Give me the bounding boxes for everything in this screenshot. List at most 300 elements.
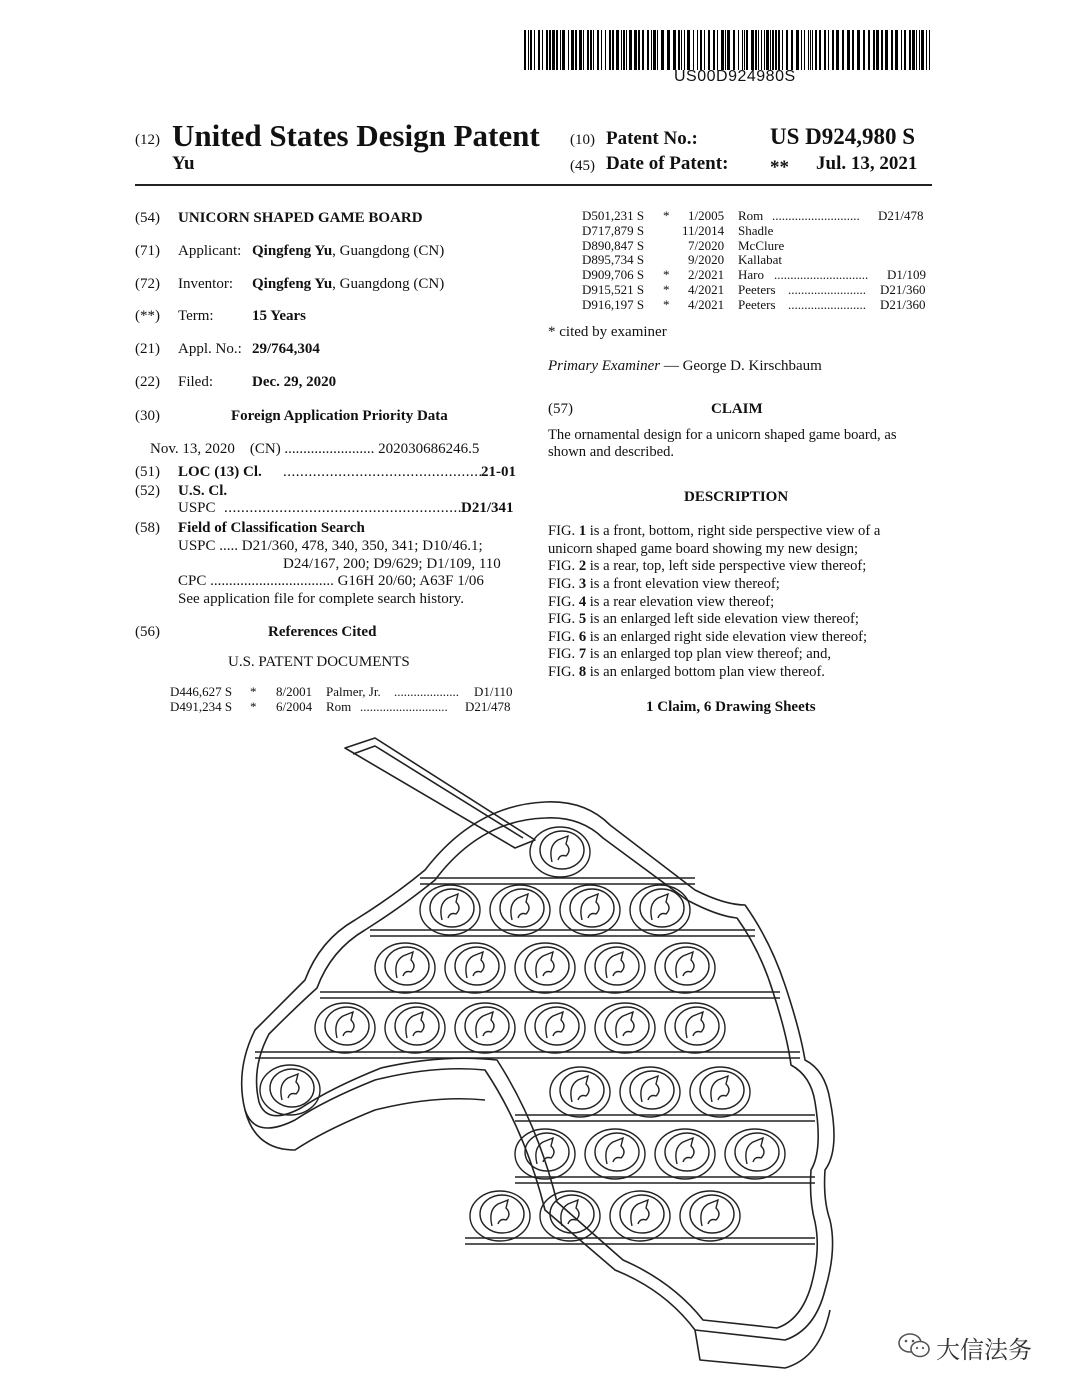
barcode-bar [895, 30, 898, 70]
code-22: (22) [135, 374, 160, 390]
barcode-bar [742, 30, 743, 70]
barcode-bar [661, 30, 664, 70]
ref-number: D909,706 S [582, 267, 645, 282]
unicorn-head-icon [686, 1012, 704, 1038]
ref-date: 1/2005 [688, 208, 725, 223]
barcode-bar [775, 30, 777, 70]
barcode-bar [804, 30, 805, 70]
bubble [445, 943, 505, 993]
barcode-bar [605, 30, 606, 70]
description-line [548, 594, 774, 612]
ref-star: * [250, 699, 257, 714]
fig-number: 8 [578, 664, 587, 680]
description-line [548, 664, 825, 682]
barcode-bar [832, 30, 834, 70]
fig-number: 2 [578, 558, 587, 574]
barcode-bar [919, 30, 920, 70]
ref-date: 6/2004 [276, 699, 313, 714]
unicorn-head-icon [571, 1076, 589, 1102]
fig-number: 4 [578, 594, 587, 610]
barcode-bar [782, 30, 783, 70]
term-value: 15 Years [252, 308, 307, 324]
header-rule [135, 184, 932, 186]
bubble [315, 1003, 375, 1053]
unicorn-head-icon [491, 1200, 509, 1226]
code-12: (12) [135, 132, 160, 148]
barcode-bar [593, 30, 594, 70]
examiner-label: Primary Examiner [548, 358, 661, 374]
applicant [252, 242, 444, 260]
fig-prefix: FIG. [548, 629, 579, 645]
title-of-design: UNICORN SHAPED GAME BOARD [178, 210, 423, 226]
unicorn-head-icon [676, 1138, 694, 1164]
unicorn-head-icon [606, 952, 624, 978]
bubble [680, 1191, 740, 1241]
code-56: (56) [135, 624, 160, 640]
barcode-bar [560, 30, 561, 70]
ref-number: D501,231 S [582, 208, 645, 223]
inventor-label: Inventor: [178, 276, 233, 292]
field-search-uspc-cont: D24/167, 200; D9/629; D1/109, 110 [283, 556, 501, 572]
unicorn-head-icon [676, 952, 694, 978]
barcode-bar [693, 30, 694, 70]
ref-date: 2/2021 [688, 267, 725, 282]
barcode-bar [708, 30, 710, 70]
board-base-edge [695, 1310, 830, 1368]
code-30: (30) [135, 408, 160, 424]
barcode-bar [873, 30, 875, 70]
ref-star: * [250, 684, 257, 699]
inventor [252, 275, 444, 293]
barcode-bar [764, 30, 765, 70]
barcode-bar [812, 30, 813, 70]
barcode-bar [528, 30, 529, 70]
bubble [515, 1129, 575, 1179]
barcode-bar [929, 30, 930, 70]
unicorn-game-board-drawing [225, 730, 845, 1370]
barcode-bar [579, 30, 582, 70]
barcode-bar [796, 30, 799, 70]
barcode-bar [556, 30, 558, 70]
primary-examiner [548, 357, 822, 375]
ref-number: D491,234 S [170, 699, 233, 714]
barcode-bar [791, 30, 793, 70]
wechat-icon [898, 1332, 930, 1360]
unicorn-head-icon [581, 894, 599, 920]
ref-name: Peeters [738, 297, 776, 312]
barcode-bar [587, 30, 589, 70]
fig-prefix: FIG. [548, 594, 579, 610]
code-72: (72) [135, 276, 160, 292]
barcode-bar [609, 30, 611, 70]
patent-type-title: United States Design Patent [172, 118, 540, 153]
barcode-bar [626, 30, 627, 70]
fig-number: 3 [578, 576, 587, 592]
fig-text: is a front elevation view thereof; [586, 576, 780, 592]
ref-name: Kallabat [738, 252, 783, 267]
barcode-bar [755, 30, 757, 70]
bubble [540, 1191, 600, 1241]
code-21: (21) [135, 341, 160, 357]
code-54: (54) [135, 210, 160, 226]
ref-date: 4/2021 [688, 297, 725, 312]
applicant-name: Qingfeng Yu [252, 243, 333, 259]
inventor-surname: Yu [172, 153, 195, 174]
bubble [420, 885, 480, 935]
barcode-bar [828, 30, 829, 70]
fig-number: 5 [578, 611, 587, 627]
code-10: (10) [570, 132, 595, 148]
barcode-bar [738, 30, 739, 70]
claim-text-line-2: shown and described. [548, 444, 675, 460]
fig-prefix: FIG. [548, 576, 579, 592]
bubble [725, 1129, 785, 1179]
ref-class: D21/360 [880, 282, 926, 297]
barcode-bar [808, 30, 809, 70]
barcode-bar [881, 30, 883, 70]
bubble [490, 885, 550, 935]
barcode-bar [842, 30, 844, 70]
unicorn-head-icon [511, 894, 529, 920]
fig-prefix: FIG. [548, 558, 579, 574]
barcode-bar [524, 30, 526, 70]
ref-name: Peeters [738, 282, 776, 297]
barcode-bar [786, 30, 788, 70]
fig-text: is a front, bottom, right side perspective view of a [586, 523, 881, 539]
fig-prefix: FIG. [548, 646, 579, 662]
barcode-bar [891, 30, 893, 70]
ref-date: 4/2021 [688, 282, 725, 297]
unicorn-head-icon [701, 1200, 719, 1226]
barcode-bar [697, 30, 698, 70]
barcode-bar [885, 30, 888, 70]
unicorn-head-icon [441, 894, 459, 920]
ref-name: Rom [326, 699, 352, 714]
barcode-bar [857, 30, 860, 70]
inventor-name: Qingfeng Yu [252, 276, 333, 292]
ref-class: D21/478 [878, 208, 924, 223]
ref-number: D915,521 S [582, 282, 645, 297]
bubble [630, 885, 690, 935]
unicorn-head-icon [746, 1138, 764, 1164]
barcode-bar [758, 30, 759, 70]
barcode-bar [684, 30, 685, 70]
ref-class: D21/478 [465, 699, 511, 714]
ref-date: 8/2001 [276, 684, 313, 699]
bubble [550, 1067, 610, 1117]
barcode-bar [868, 30, 870, 70]
claim-heading: CLAIM [711, 401, 763, 417]
barcode-bar [713, 30, 715, 70]
bubble [385, 1003, 445, 1053]
ref-number: D717,879 S [582, 223, 645, 238]
barcode-bar [847, 30, 850, 70]
barcode-bar [721, 30, 724, 70]
examiner-name: — George D. Kirschbaum [660, 358, 822, 374]
barcode-bar [601, 30, 602, 70]
ref-dots: ........................... [360, 699, 448, 714]
fig-text: is an enlarged right side elevation view thereof; [586, 629, 868, 645]
unicorn-head-icon [711, 1076, 729, 1102]
code-52: (52) [135, 483, 160, 499]
ref-name: Haro [738, 267, 764, 282]
bubble [585, 943, 645, 993]
code-57: (57) [548, 401, 573, 417]
ref-star: * [663, 208, 670, 223]
unicorn-head-icon [476, 1012, 494, 1038]
barcode-bar [863, 30, 865, 70]
description-line [548, 629, 867, 647]
unicorn-head-icon [536, 952, 554, 978]
ref-name: Palmer, Jr. [326, 684, 381, 699]
field-search-uspc: USPC ..... D21/360, 478, 340, 350, 341; D10/46.1; [178, 538, 483, 554]
barcode-bar [681, 30, 682, 70]
barcode-bar [810, 30, 811, 70]
barcode-bar [819, 30, 821, 70]
fig-prefix: FIG. [548, 664, 579, 680]
filed-value: Dec. 29, 2020 [252, 374, 337, 390]
ref-name: Shadle [738, 223, 774, 238]
barcode-bar [751, 30, 754, 70]
barcode-bar [824, 30, 826, 70]
unicorn-head-icon [396, 952, 414, 978]
barcode-bar [651, 30, 652, 70]
loc-dots: ............................................... [283, 464, 483, 480]
fig-prefix: FIG. [548, 611, 579, 627]
applicant-label: Applicant: [178, 243, 242, 259]
filed-label: Filed: [178, 374, 214, 390]
description-line [548, 576, 780, 594]
applicant-place: , Guangdong (CN) [332, 243, 445, 259]
barcode-bar [704, 30, 705, 70]
claims-sheets-summary: 1 Claim, 6 Drawing Sheets [646, 699, 816, 715]
patent-number: US D924,980 S [770, 124, 916, 149]
barcode-bar [571, 30, 574, 70]
fig-text: is an enlarged bottom plan view thereof. [586, 664, 825, 680]
unicorn-head-icon [281, 1074, 299, 1100]
ref-class: D1/110 [474, 684, 513, 699]
ref-dots: .................... [394, 684, 459, 699]
fig-text: is a rear elevation view thereof; [586, 594, 775, 610]
ref-class: D1/109 [887, 267, 926, 282]
references-heading: References Cited [268, 624, 377, 640]
barcode-bar [700, 30, 702, 70]
code-51: (51) [135, 464, 160, 480]
priority-heading: Foreign Application Priority Data [231, 408, 448, 424]
barcode-bar [836, 30, 839, 70]
code-71: (71) [135, 243, 160, 259]
barcode-bar [542, 30, 543, 70]
barcode-bar [634, 30, 637, 70]
horn-outline [345, 738, 535, 848]
ref-number: D446,627 S [170, 684, 233, 699]
barcode-bar [638, 30, 640, 70]
description-heading: DESCRIPTION [684, 489, 789, 505]
ref-dots: ........................ [788, 282, 866, 297]
unicorn-head-icon [551, 836, 569, 862]
barcode-bar [673, 30, 676, 70]
field-search-note: See application file for complete search history. [178, 591, 465, 607]
bubble [690, 1067, 750, 1117]
barcode-bar [852, 30, 854, 70]
uspc-label: USPC [178, 500, 216, 516]
barcode-bar [717, 30, 718, 70]
barcode-bar [647, 30, 649, 70]
barcode-bar [727, 30, 730, 70]
unicorn-head-icon [631, 1200, 649, 1226]
barcode-bar [546, 30, 548, 70]
description-line [548, 558, 866, 576]
fig-number: 7 [578, 646, 587, 662]
barcode-bar [549, 30, 551, 70]
barcode-bar [583, 30, 584, 70]
ref-dots: ........................... [772, 208, 860, 223]
barcode-bar [562, 30, 565, 70]
ref-number: D890,847 S [582, 238, 645, 253]
loc-value: 21-01 [481, 464, 516, 480]
barcode-bar [725, 30, 726, 70]
fig-text: is an enlarged left side elevation view thereof; [586, 611, 859, 627]
barcode-number: US00D924980S [674, 68, 796, 85]
bubble [525, 1003, 585, 1053]
barcode-bar [616, 30, 619, 70]
ref-star: * [663, 282, 670, 297]
barcode-bar [778, 30, 780, 70]
barcode-bar [733, 30, 735, 70]
barcode-bar [629, 30, 632, 70]
barcode-bar [770, 30, 771, 70]
unicorn-head-icon [606, 1138, 624, 1164]
ref-name: Rom [738, 208, 764, 223]
bubble [655, 1129, 715, 1179]
barcode-bar [678, 30, 680, 70]
bubble [655, 943, 715, 993]
barcode-bar [575, 30, 577, 70]
bubble [620, 1067, 680, 1117]
bubble [260, 1065, 320, 1115]
barcode [524, 30, 932, 70]
barcode-bar [746, 30, 748, 70]
description-line [548, 611, 859, 629]
barcode-bar [916, 30, 917, 70]
barcode-bar [538, 30, 540, 70]
barcode-bar [534, 30, 535, 70]
ref-star: * [663, 297, 670, 312]
barcode-bar [612, 30, 614, 70]
horn-inner-line [353, 746, 523, 838]
field-search-cpc: CPC ................................. G16H 20/60; A63F 1/06 [178, 573, 484, 589]
bubble [665, 1003, 725, 1053]
board-base-edge [245, 1099, 485, 1150]
barcode-bar [801, 30, 802, 70]
bubble [610, 1191, 670, 1241]
unicorn-head-icon [336, 1012, 354, 1038]
barcode-bar [642, 30, 644, 70]
barcode-bar [552, 30, 555, 70]
uspc-value: D21/341 [461, 500, 514, 516]
loc-label: LOC (13) Cl. [178, 464, 262, 480]
barcode-bar [667, 30, 670, 70]
ref-name: McClure [738, 238, 785, 253]
unicorn-head-icon [406, 1012, 424, 1038]
bubble [530, 827, 590, 877]
us-patent-docs-heading: U.S. PATENT DOCUMENTS [228, 654, 410, 670]
fig-text: is an enlarged top plan view thereof; and, [586, 646, 832, 662]
unicorn-head-icon [546, 1012, 564, 1038]
fig-text: is a rear, top, left side perspective view thereof; [586, 558, 867, 574]
code-45: (45) [570, 158, 595, 174]
board-outer-outline [242, 802, 834, 1340]
description-line [548, 541, 858, 559]
ref-class: D21/360 [880, 297, 926, 312]
appl-no-label: Appl. No.: [178, 341, 242, 357]
bubble [375, 943, 435, 993]
ref-number: D916,197 S [582, 297, 645, 312]
inventor-place: , Guangdong (CN) [332, 276, 445, 292]
barcode-bar [568, 30, 569, 70]
ref-number: D895,734 S [582, 252, 645, 267]
cited-by-examiner: * cited by examiner [548, 324, 667, 340]
barcode-bar [815, 30, 817, 70]
barcode-bar [901, 30, 902, 70]
bubble [560, 885, 620, 935]
barcode-bar [597, 30, 599, 70]
fig-text: unicorn shaped game board showing my new design; [548, 541, 859, 557]
barcode-bar [621, 30, 622, 70]
description-line [548, 646, 831, 664]
barcode-bar [657, 30, 658, 70]
barcode-bar [921, 30, 924, 70]
barcode-bar [590, 30, 592, 70]
watermark-text: 大信法务 [936, 1336, 1032, 1364]
barcode-bar [744, 30, 745, 70]
description-line [548, 523, 880, 541]
field-search-heading: Field of Classification Search [178, 520, 365, 536]
barcode-bar [909, 30, 911, 70]
uspc-dots: ......................................................... [224, 500, 467, 516]
unicorn-head-icon [466, 952, 484, 978]
barcode-bar [623, 30, 625, 70]
us-cl-label: U.S. Cl. [178, 483, 228, 499]
bubble [595, 1003, 655, 1053]
patent-date: Jul. 13, 2021 [816, 153, 918, 174]
barcode-bar [687, 30, 690, 70]
ref-date: 11/2014 [682, 223, 725, 238]
bubble [515, 943, 575, 993]
claim-text-line-1: The ornamental design for a unicorn shaped game board, as [548, 427, 897, 443]
barcode-bar [530, 30, 532, 70]
term-label: Term: [178, 308, 214, 324]
patent-no-label: Patent No.: [606, 128, 698, 149]
barcode-bar [761, 30, 762, 70]
barcode-bar [876, 30, 879, 70]
unicorn-head-icon [651, 894, 669, 920]
date-marker: ** [770, 157, 789, 178]
code-58: (58) [135, 520, 160, 536]
fig-number: 1 [578, 523, 587, 539]
unicorn-head-icon [641, 1076, 659, 1102]
barcode-bar [904, 30, 906, 70]
barcode-bar [912, 30, 915, 70]
barcode-bar [926, 30, 927, 70]
barcode-bar [766, 30, 769, 70]
bubble [470, 1191, 530, 1241]
barcode-bar [653, 30, 656, 70]
barcode-bar [772, 30, 774, 70]
ref-star: * [663, 267, 670, 282]
ref-dots: ........................ [788, 297, 866, 312]
unicorn-head-icon [616, 1012, 634, 1038]
